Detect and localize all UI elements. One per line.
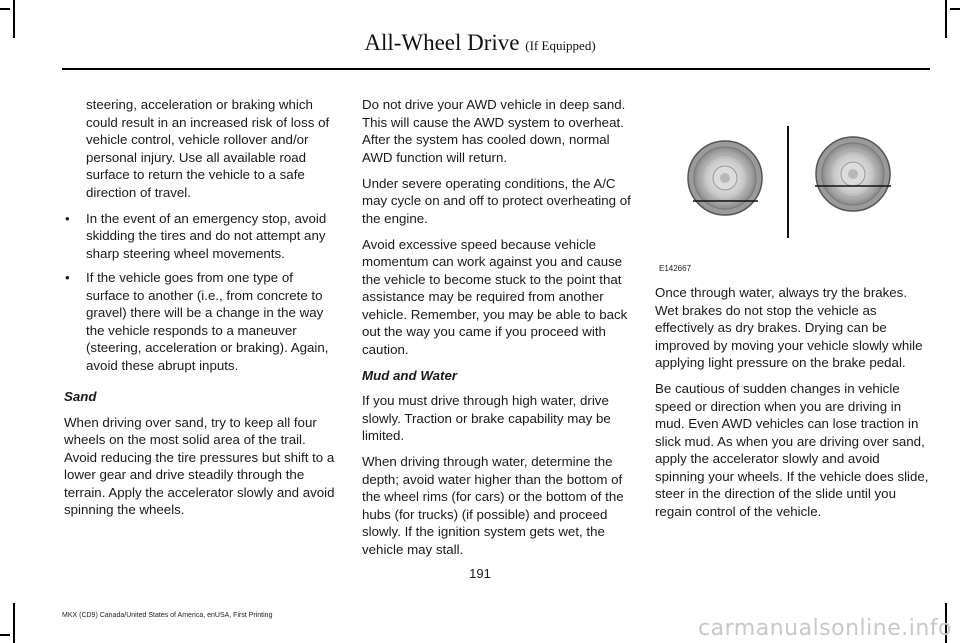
bullet-text: In the event of an emergency stop, avoid skidding the tires and do not attempt any sharp steering wheel movements. xyxy=(86,210,327,261)
bullet-glyph: • xyxy=(65,270,70,285)
crop-mark xyxy=(0,634,10,636)
right-column xyxy=(655,284,931,529)
crop-mark xyxy=(13,603,15,643)
awd-sand-paragraph: Do not drive your AWD vehicle in deep sand. This will cause the AWD system to overheat. After the system has cooled down, normal AWD function will return. xyxy=(362,97,626,165)
middle-column xyxy=(362,96,634,567)
page-number: 191 xyxy=(469,566,491,581)
wet-brakes-paragraph: Once through water, always try the brakes. Wet brakes do not stop the vehicle as effectively as dry brakes. Drying can be improved by moving your vehicle slowly while applying light pressure on the brake pedal. xyxy=(655,285,923,370)
mud-water-heading: Mud and Water xyxy=(362,367,458,383)
bullet-glyph: • xyxy=(65,210,70,226)
printing-footer: MKX (CD9) Canada/United States of America, enUSA, First Printing xyxy=(62,612,273,619)
watermark: carmanualsonline.info xyxy=(698,616,952,641)
bullet-item xyxy=(64,269,336,374)
high-water-paragraph: If you must drive through high water, drive slowly. Traction or brake capability may be limited. xyxy=(362,393,611,443)
bullet-text: If the vehicle goes from one type of surface to another (i.e., from concrete to gravel) there will be a change in the way the vehicle responds to a maneuver (steering, acceleration or braking). Again, avoid these abrupt inputs. xyxy=(86,270,329,373)
title-subtitle: (If Equipped) xyxy=(525,38,596,53)
ac-paragraph: Under severe operating conditions, the A/C may cycle on and off to protect overheating of the engine. xyxy=(362,175,631,226)
speed-paragraph: Avoid excessive speed because vehicle momentum can work against you and cause the vehicle to become stuck to the point that assistance may be required from another vehicle. Remember, you may be able to back out the way you came if you proceed with caution. xyxy=(362,236,628,357)
car-wheel-icon xyxy=(688,141,762,215)
bullet-item xyxy=(64,210,336,263)
crop-mark xyxy=(0,8,10,10)
page-title xyxy=(0,30,960,56)
left-column xyxy=(64,96,336,527)
header-rule xyxy=(62,68,930,70)
sand-heading: Sand xyxy=(64,389,97,404)
wheel-water-depth-illustration xyxy=(655,118,930,278)
truck-wheel-icon xyxy=(815,137,891,211)
crop-mark xyxy=(950,8,960,10)
sand-paragraph: When driving over sand, try to keep all four wheels on the most solid area of the trail. Avoid reducing the tire pressures but shift to a lower gear and drive steadily through the terrain. Apply the accelerator slowly and avoid spinning the wheels. xyxy=(64,414,335,517)
title-text: All-Wheel Drive xyxy=(364,30,520,55)
water-depth-paragraph: When driving through water, determine the depth; avoid water higher than the bottom of the wheel rims (for cars) or the bottom of the hubs (for trucks) (if possible) and proceed slowly. If the ignition system gets wet, the vehicle may stall. xyxy=(362,454,624,557)
figure-code: E142667 xyxy=(659,264,692,273)
continued-paragraph: steering, acceleration or braking which could result in an increased risk of loss of vehicle control, vehicle rollover and/or personal injury. Use all available road surface to return the vehicle to a safe direction of travel. xyxy=(86,97,330,200)
mud-caution-paragraph: Be cautious of sudden changes in vehicle speed or direction when you are driving in mud. Even AWD vehicles can lose traction in slick mud. As when you are driving over sand, apply the accelerator slowly and avoid spinning your wheels. If the vehicle does slide, steer in the direction of the slide until you regain control of the vehicle. xyxy=(655,381,929,519)
